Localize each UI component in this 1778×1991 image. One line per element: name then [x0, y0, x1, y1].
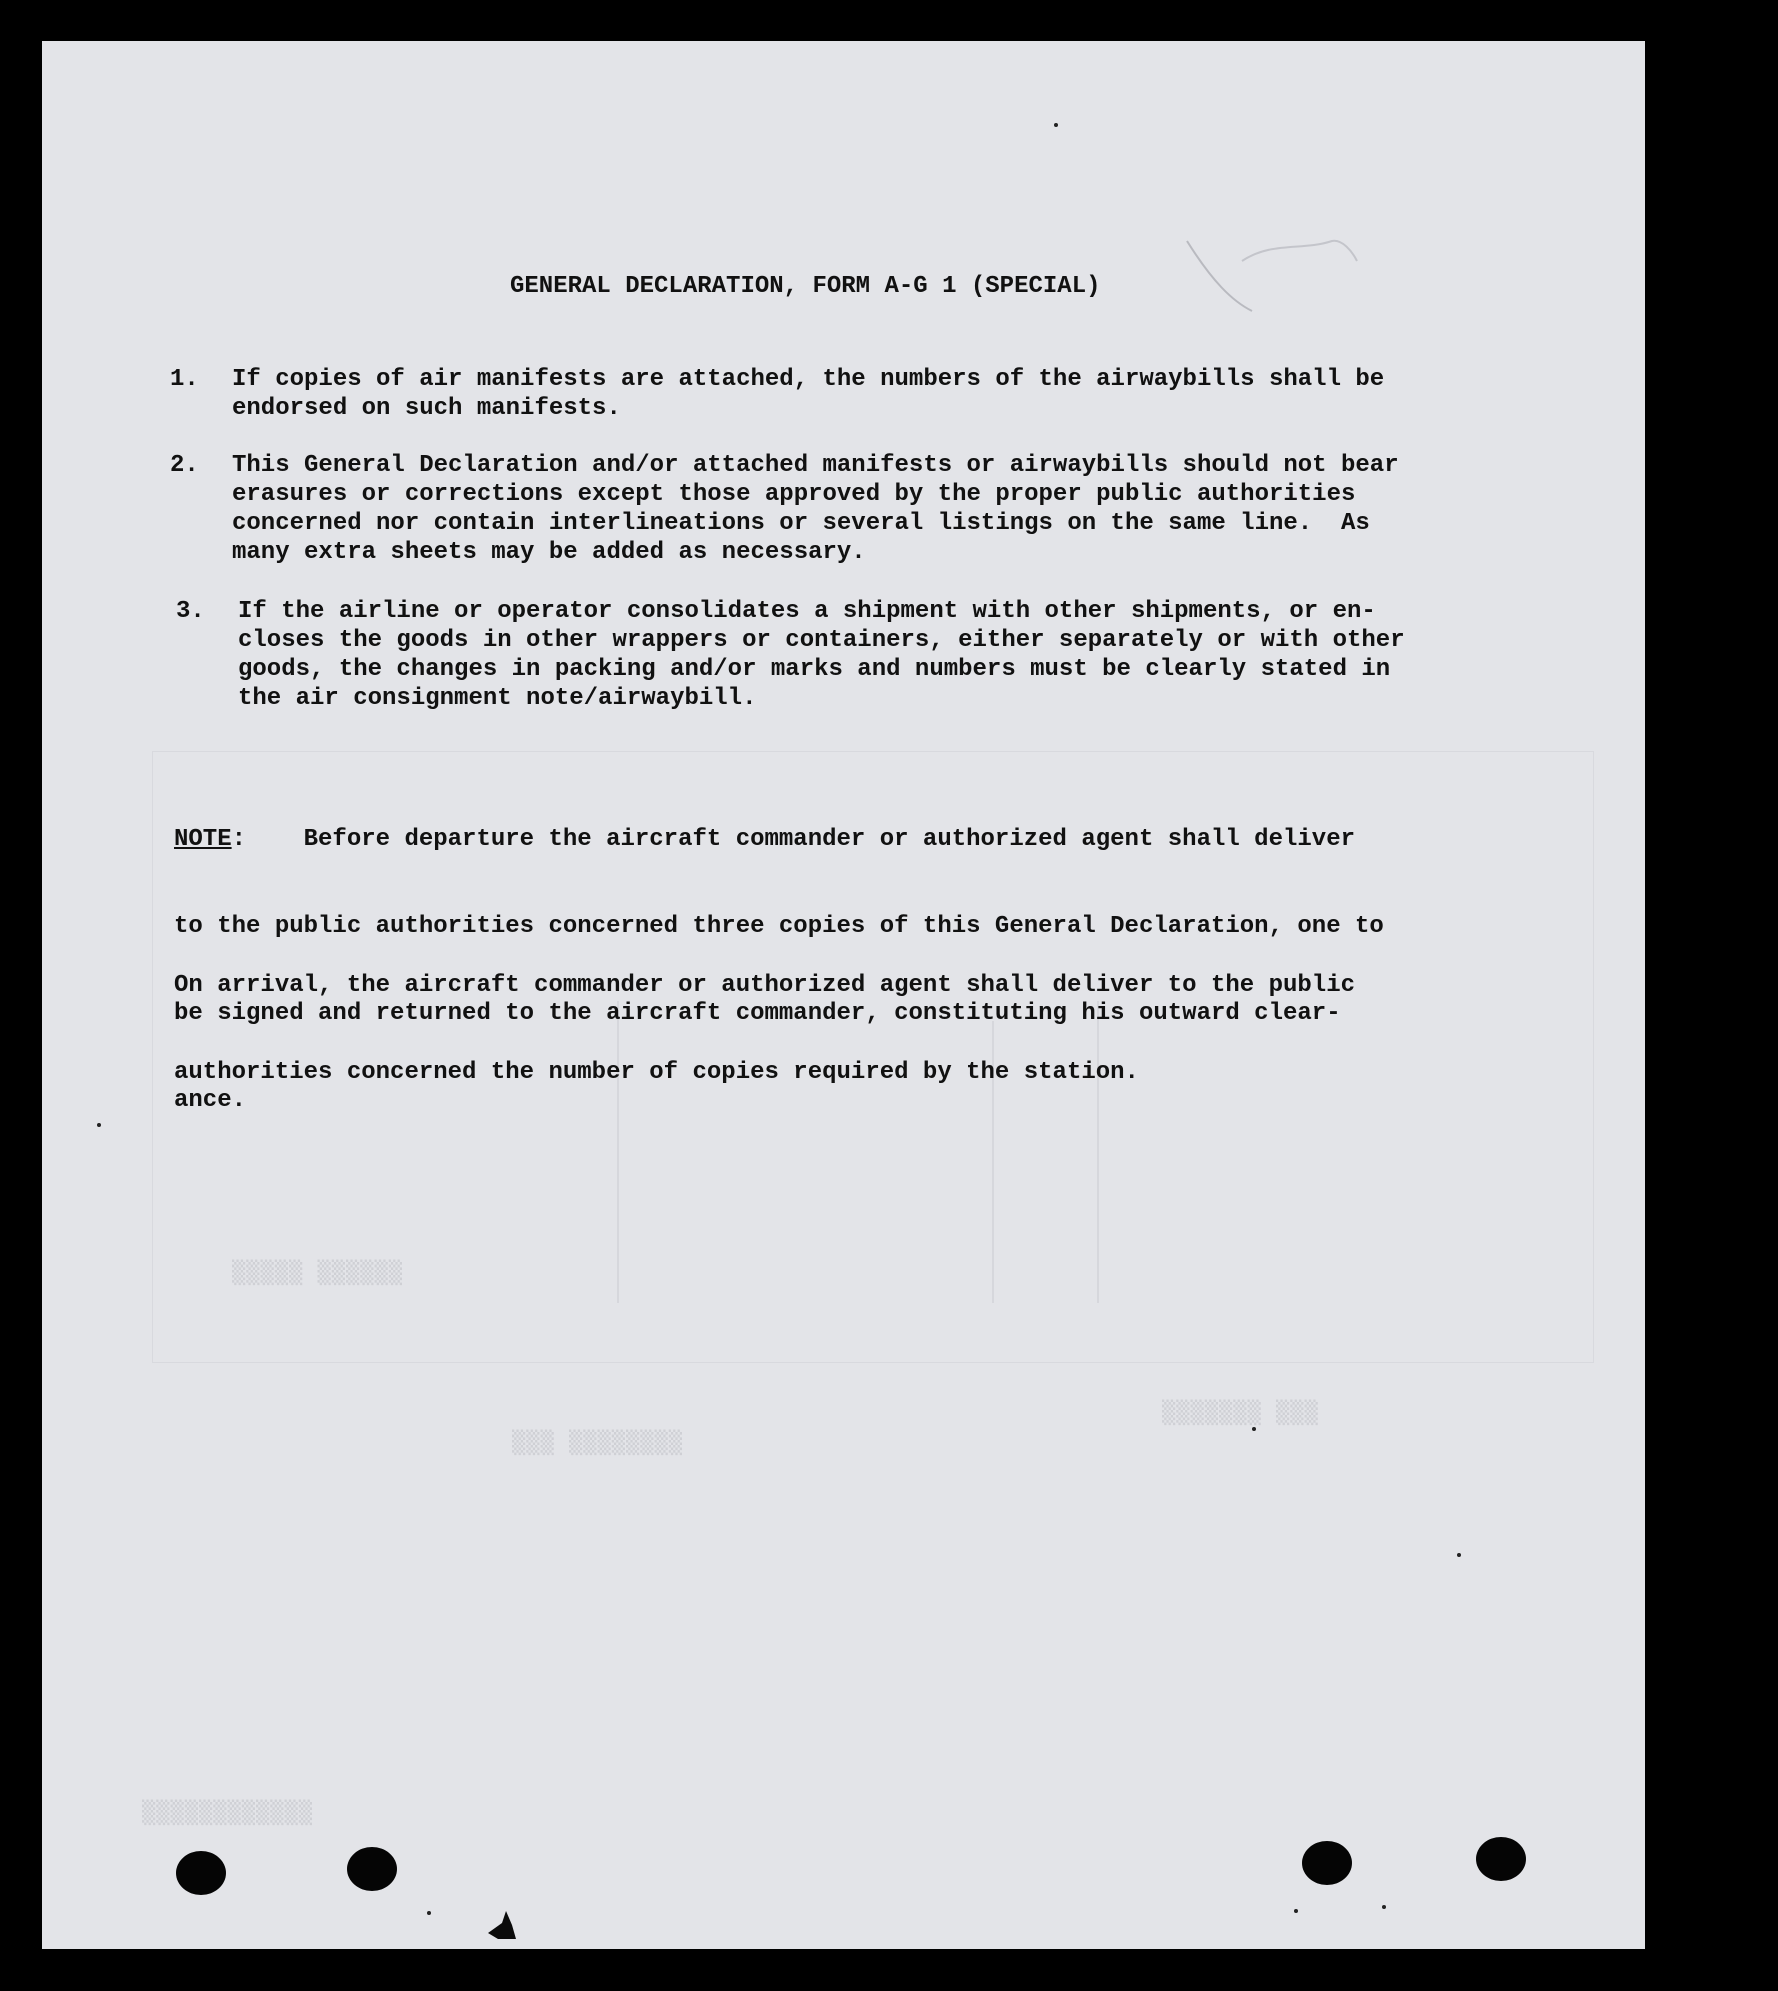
bleed-through-text: ▒▒▒▒▒▒▒▒▒▒▒▒ — [142, 1801, 313, 1826]
punch-hole-icon — [176, 1851, 226, 1895]
punch-hole-icon — [1476, 1837, 1526, 1881]
note-line: : Before departure the aircraft commander or authorized agent shall deliver — [231, 826, 1355, 853]
note-label: NOTE — [174, 826, 232, 853]
item-line: closes the goods in other wrappers or containers, either separately or with other — [238, 627, 1405, 654]
speck — [97, 1123, 101, 1127]
item-number: 1. — [170, 366, 199, 393]
item-line: erasures or corrections except those approved by the proper public authorities — [232, 481, 1356, 508]
bleed-through-text: ▒▒▒▒▒▒▒ ▒▒▒ — [1162, 1401, 1319, 1426]
speck — [1457, 1553, 1461, 1557]
item-line: the air consignment note/airwaybill. — [238, 685, 757, 712]
item-line: This General Declaration and/or attached manifests or airwaybills should not bear — [232, 452, 1399, 479]
arrival-line: On arrival, the aircraft commander or authorized agent shall deliver to the public — [174, 972, 1355, 999]
speck — [427, 1911, 431, 1915]
arrival-line: authorities concerned the number of copies required by the station. — [174, 1059, 1139, 1086]
note-line: ance. — [174, 1087, 247, 1114]
document-page — [42, 41, 1645, 1949]
list-item — [170, 365, 1570, 425]
item-line: If the airline or operator consolidates a shipment with other shipments, or en- — [238, 598, 1376, 625]
item-line: goods, the changes in packing and/or marks and numbers must be clearly stated in — [238, 656, 1391, 683]
bleed-through-text: ▒▒▒ ▒▒▒▒▒▒▒▒ — [512, 1431, 683, 1456]
note-line: be signed and returned to the aircraft commander, constituting his outward clear- — [174, 1000, 1341, 1027]
document-title: GENERAL DECLARATION, FORM A-G 1 (SPECIAL) — [510, 273, 1101, 300]
speck — [1252, 1427, 1256, 1431]
bleed-through-text: ▒▒▒▒▒ ▒▒▒▒▒▒ — [232, 1261, 403, 1286]
speck — [1382, 1905, 1386, 1909]
item-number: 2. — [170, 452, 199, 479]
list-item — [170, 451, 1570, 571]
arrival-paragraph — [174, 913, 1355, 1145]
item-number: 3. — [176, 598, 205, 625]
note-first-line — [174, 825, 1484, 854]
ink-blot-icon — [482, 1905, 522, 1945]
item-line: endorsed on such manifests. — [232, 395, 621, 422]
item-line: If copies of air manifests are attached, the numbers of the airwaybills shall be — [232, 366, 1385, 393]
speck — [1054, 123, 1058, 127]
punch-hole-icon — [347, 1847, 397, 1891]
item-line: many extra sheets may be added as necessary. — [232, 539, 866, 566]
punch-hole-icon — [1302, 1841, 1352, 1885]
item-line: concerned nor contain interlineations or several listings on the same line. As — [232, 510, 1370, 537]
list-item — [176, 597, 1576, 717]
note-line: to the public authorities concerned three copies of this General Declaration, one to — [174, 913, 1384, 940]
pencil-mark-icon — [1182, 221, 1362, 341]
speck — [1294, 1909, 1298, 1913]
